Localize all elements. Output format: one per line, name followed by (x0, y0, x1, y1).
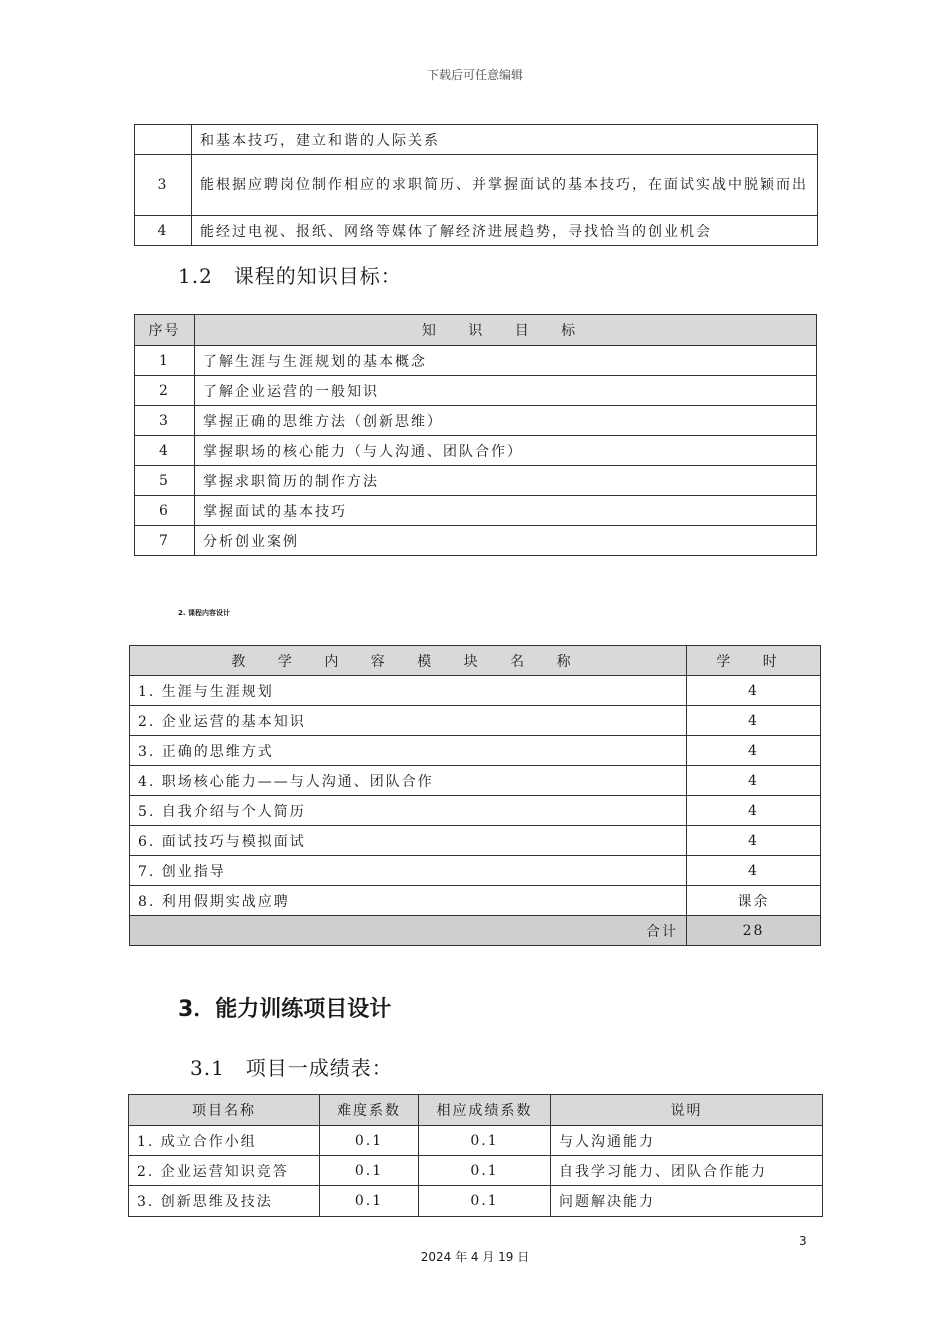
module-name: 6. 面试技巧与模拟面试 (130, 826, 687, 856)
table-header-row (129, 1095, 823, 1126)
section-title-1-2: 1.2 课程的知识目标： (178, 264, 402, 288)
module-hours: 4 (687, 766, 821, 796)
table-row (130, 676, 821, 706)
table-row (130, 826, 821, 856)
knowledge-table (134, 314, 817, 556)
coefficient: 0.1 (419, 1126, 551, 1156)
module-hours: 4 (687, 706, 821, 736)
row-number: 5 (135, 466, 195, 496)
difficulty: 0.1 (320, 1186, 419, 1217)
table-row (130, 706, 821, 736)
difficulty: 0.1 (320, 1156, 419, 1186)
description: 自我学习能力、团队合作能力 (551, 1156, 823, 1186)
ability-table (134, 124, 818, 246)
header-description: 说明 (551, 1095, 823, 1126)
row-text: 掌握求职简历的制作方法 (195, 466, 817, 496)
total-label: 合计 (130, 916, 687, 946)
module-hours: 4 (687, 676, 821, 706)
row-number: 6 (135, 496, 195, 526)
header-coefficient: 相应成绩系数 (419, 1095, 551, 1126)
grades-table (128, 1094, 823, 1217)
section-title-2: 2. 课程内容设计 (178, 609, 230, 617)
row-number: 1 (135, 346, 195, 376)
row-text: 掌握正确的思维方法（创新思维） (195, 406, 817, 436)
module-name: 2. 企业运营的基本知识 (130, 706, 687, 736)
table-row (135, 496, 817, 526)
module-name: 7. 创业指导 (130, 856, 687, 886)
page-header: 下载后可任意编辑 (426, 68, 523, 82)
module-name: 3. 正确的思维方式 (130, 736, 687, 766)
module-hours: 课余 (687, 886, 821, 916)
row-text: 能根据应聘岗位制作相应的求职简历、并掌握面试的基本技巧，在面试实战中脱颖而出 (192, 155, 818, 216)
row-number: 2 (135, 376, 195, 406)
table-row (129, 1126, 823, 1156)
table-row (130, 796, 821, 826)
total-value: 28 (687, 916, 821, 946)
module-hours: 4 (687, 736, 821, 766)
table-row (129, 1186, 823, 1217)
coefficient: 0.1 (419, 1186, 551, 1217)
table-header-row (135, 315, 817, 346)
table-row (135, 346, 817, 376)
project-name: 3. 创新思维及技法 (129, 1186, 320, 1217)
footer-date: 2024 年 4 月 19 日 (420, 1250, 530, 1264)
table-row (130, 886, 821, 916)
header-project-name: 项目名称 (129, 1095, 320, 1126)
header-module: 教 学 内 容 模 块 名 称 (130, 646, 687, 676)
row-text: 分析创业案例 (195, 526, 817, 556)
header-no: 序号 (135, 315, 195, 346)
module-name: 5. 自我介绍与个人简历 (130, 796, 687, 826)
module-hours: 4 (687, 826, 821, 856)
module-hours: 4 (687, 856, 821, 886)
page-number: 3 (799, 1234, 807, 1248)
project-name: 2. 企业运营知识竞答 (129, 1156, 320, 1186)
row-number: 3 (135, 155, 192, 216)
table-row (135, 376, 817, 406)
row-text: 和基本技巧，建立和谐的人际关系 (192, 125, 818, 155)
total-row (130, 916, 821, 946)
description: 问题解决能力 (551, 1186, 823, 1217)
table-row (130, 736, 821, 766)
row-text: 能经过电视、报纸、网络等媒体了解经济进展趋势，寻找恰当的创业机会 (192, 216, 818, 246)
content-table (129, 645, 821, 946)
table-row (135, 436, 817, 466)
row-number: 3 (135, 406, 195, 436)
table-row (135, 406, 817, 436)
row-text: 掌握面试的基本技巧 (195, 496, 817, 526)
difficulty: 0.1 (320, 1126, 419, 1156)
row-number: 4 (135, 436, 195, 466)
description: 与人沟通能力 (551, 1126, 823, 1156)
module-name: 4. 职场核心能力——与人沟通、团队合作 (130, 766, 687, 796)
header-goal: 知 识 目 标 (195, 315, 817, 346)
table-row (135, 125, 818, 155)
section-title-3: 3．能力训练项目设计 (178, 997, 392, 1022)
row-number: 7 (135, 526, 195, 556)
table-row (135, 216, 818, 246)
table-header-row (130, 646, 821, 676)
row-number: 4 (135, 216, 192, 246)
module-hours: 4 (687, 796, 821, 826)
module-name: 1. 生涯与生涯规划 (130, 676, 687, 706)
row-text: 掌握职场的核心能力（与人沟通、团队合作） (195, 436, 817, 466)
table-row (130, 856, 821, 886)
project-name: 1. 成立合作小组 (129, 1126, 320, 1156)
header-hours: 学 时 (687, 646, 821, 676)
row-number (135, 125, 192, 155)
table-row (130, 766, 821, 796)
row-text: 了解生涯与生涯规划的基本概念 (195, 346, 817, 376)
table-row (135, 155, 818, 216)
coefficient: 0.1 (419, 1156, 551, 1186)
module-name: 8. 利用假期实战应聘 (130, 886, 687, 916)
table-row (129, 1156, 823, 1186)
section-title-3-1: 3.1 项目一成绩表： (190, 1056, 393, 1080)
row-text: 了解企业运营的一般知识 (195, 376, 817, 406)
table-row (135, 466, 817, 496)
header-difficulty: 难度系数 (320, 1095, 419, 1126)
table-row (135, 526, 817, 556)
